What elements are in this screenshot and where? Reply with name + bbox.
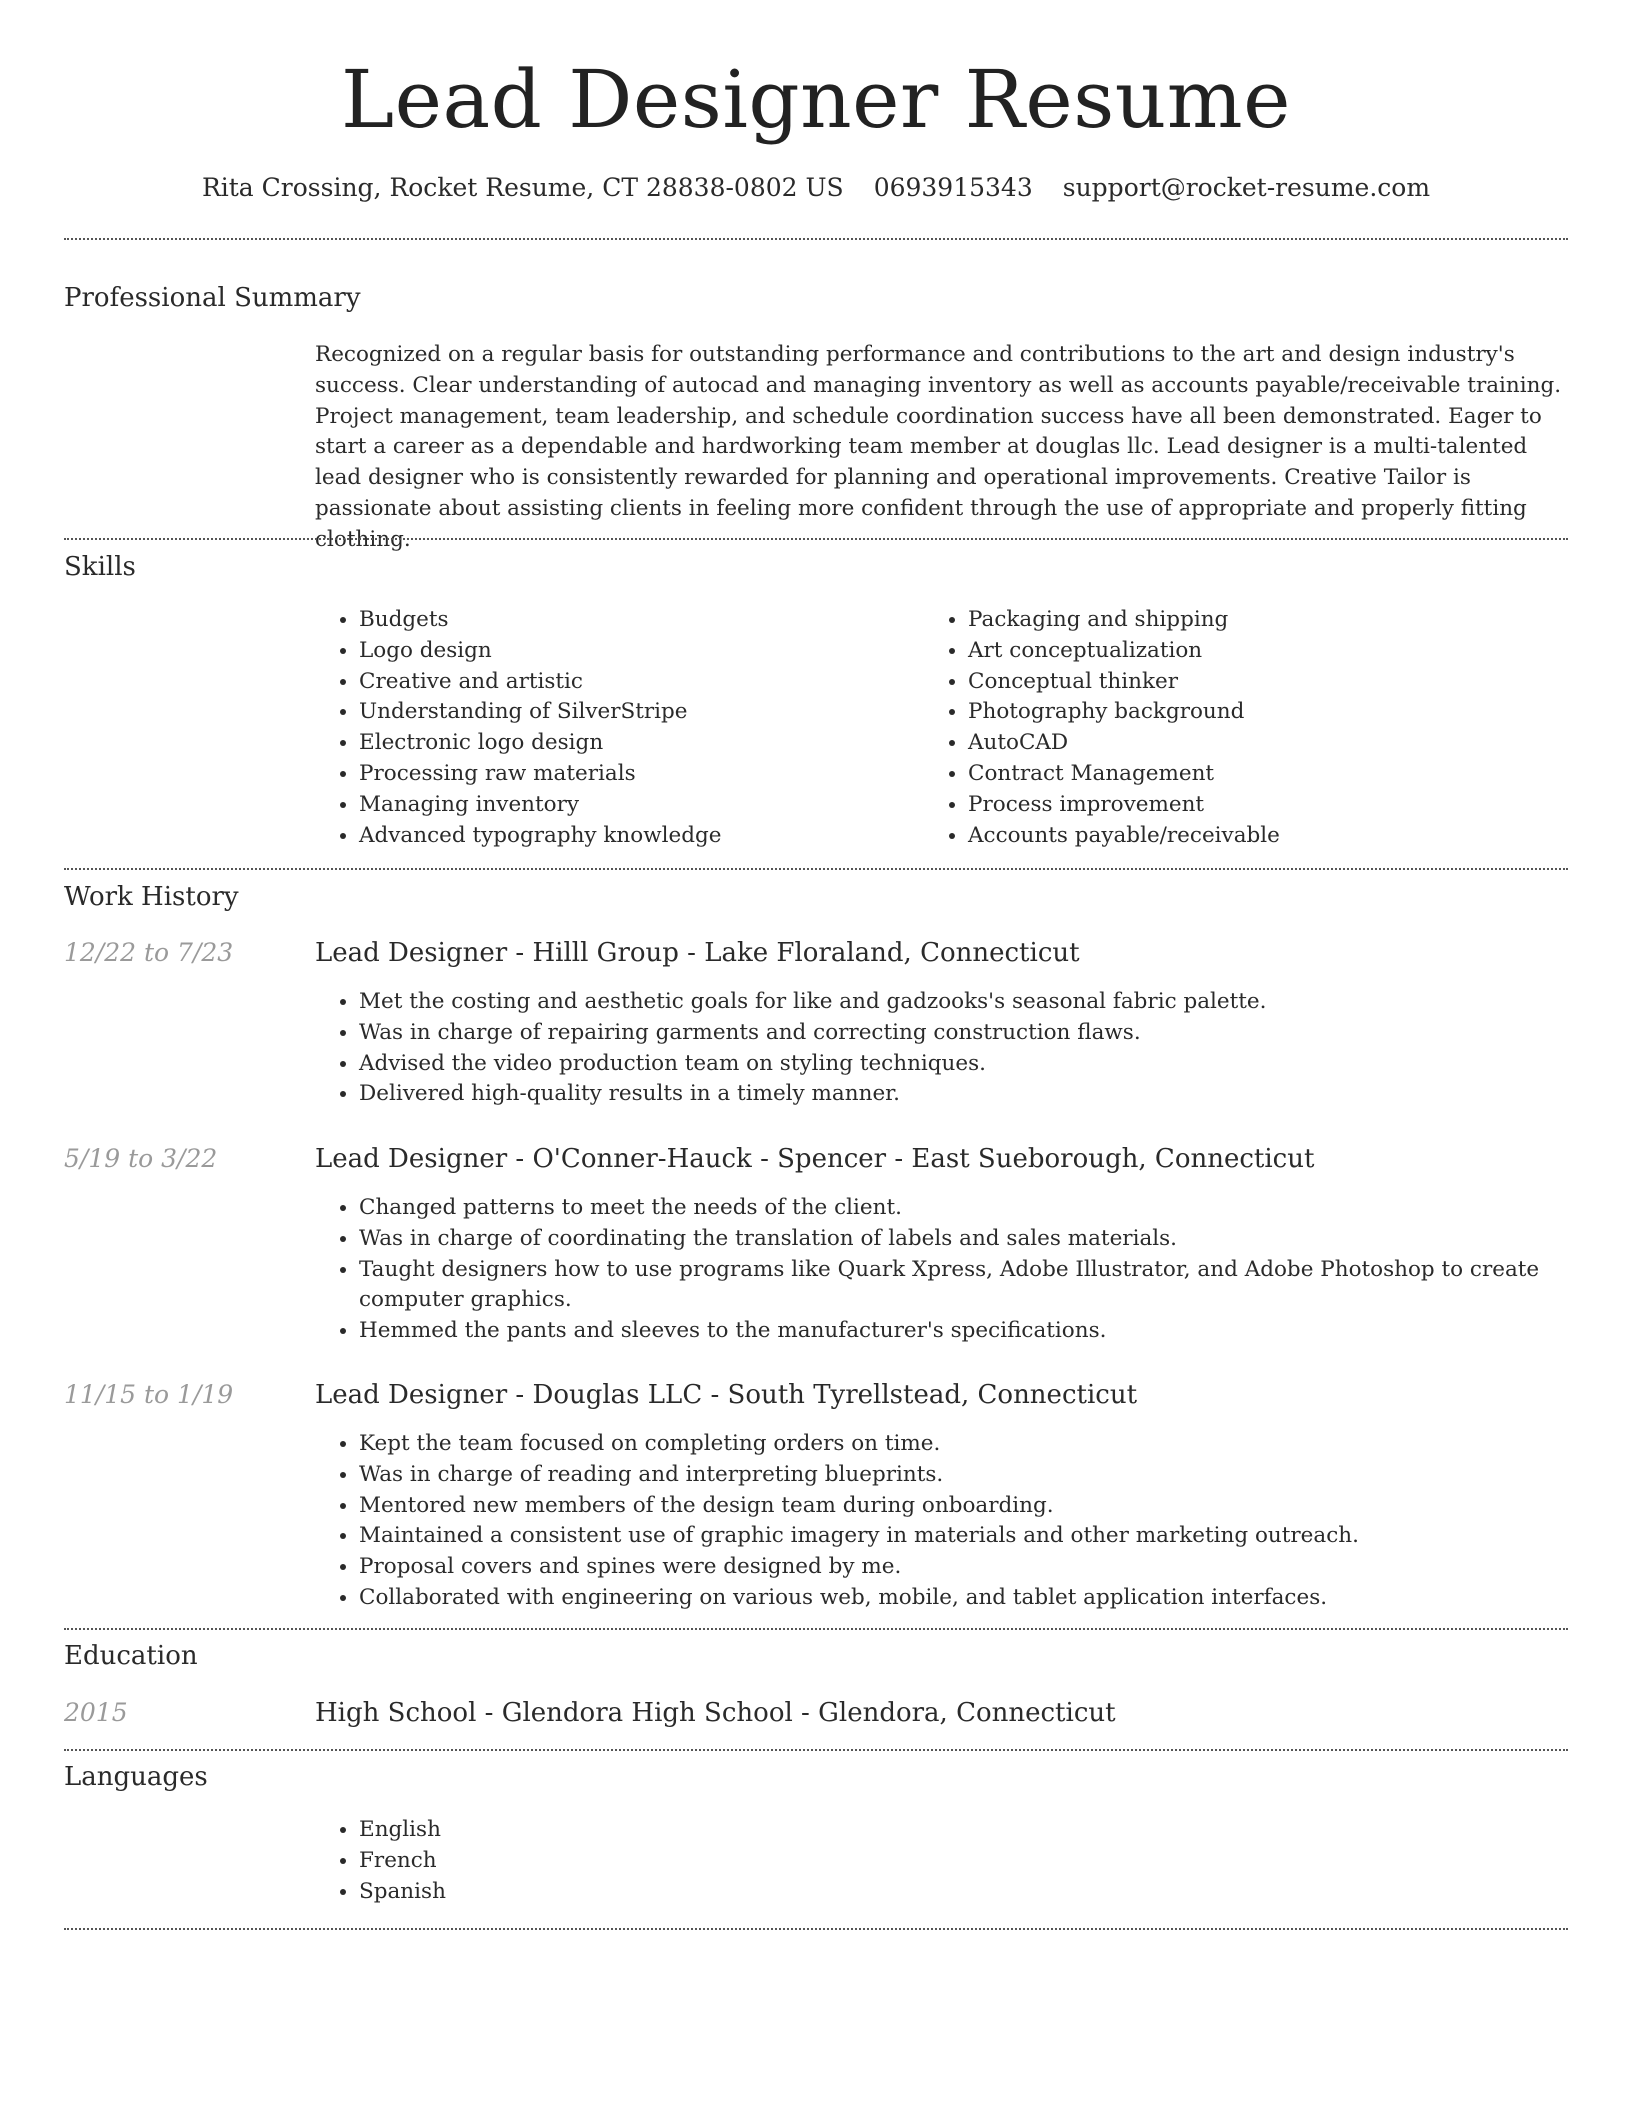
divider bbox=[64, 1749, 1568, 1751]
list-item: • Changed patterns to meet the needs of the client. bbox=[359, 1193, 1612, 1224]
job-title: Lead Designer - Douglas LLC - South Tyrellstead, Connecticut bbox=[315, 1380, 1138, 1410]
job-bullets bbox=[315, 1429, 1612, 1614]
list-item: • Advised the video production team on styling techniques. bbox=[359, 1049, 1612, 1080]
contact-email: support@rocket-resume.com bbox=[1062, 173, 1431, 202]
list-item: • Kept the team focused on completing orders on time. bbox=[359, 1429, 1612, 1460]
section-heading-education: Education bbox=[64, 1641, 198, 1671]
divider bbox=[64, 1628, 1568, 1630]
list-item: • Packaging and shipping bbox=[968, 605, 1568, 636]
education-dates: 2015 bbox=[64, 1698, 128, 1727]
list-item: • Was in charge of repairing garments and correcting construction flaws. bbox=[359, 1018, 1612, 1049]
skills-list-right bbox=[924, 605, 1568, 851]
section-heading-summary: Professional Summary bbox=[64, 283, 361, 313]
contact-address: Rita Crossing, Rocket Resume, CT 28838-0802 US bbox=[201, 173, 844, 202]
list-item: • Art conceptualization bbox=[968, 636, 1568, 667]
list-item: • Managing inventory bbox=[359, 790, 919, 821]
list-item: • Spanish bbox=[359, 1877, 959, 1908]
list-item: • Mentored new members of the design team during onboarding. bbox=[359, 1491, 1612, 1522]
job-dates: 11/15 to 1/19 bbox=[64, 1380, 234, 1409]
list-item: • Process improvement bbox=[968, 790, 1568, 821]
education-title: High School - Glendora High School - Glendora, Connecticut bbox=[315, 1698, 1116, 1728]
list-item: • Was in charge of reading and interpreting blueprints. bbox=[359, 1460, 1612, 1491]
list-item: • Met the costing and aesthetic goals for like and gadzooks's seasonal fabric palette. bbox=[359, 987, 1612, 1018]
list-item: • Processing raw materials bbox=[359, 759, 919, 790]
list-item: • Contract Management bbox=[968, 759, 1568, 790]
divider bbox=[64, 538, 1568, 540]
job-dates: 12/22 to 7/23 bbox=[64, 938, 234, 967]
job-title: Lead Designer - O'Conner-Hauck - Spencer - East Sueborough, Connecticut bbox=[315, 1144, 1315, 1174]
list-item: • Taught designers how to use programs like Quark Xpress, Adobe Illustrator, and Adobe Photoshop to create computer graphics. bbox=[359, 1255, 1612, 1317]
list-item: • French bbox=[359, 1846, 959, 1877]
list-item: • AutoCAD bbox=[968, 728, 1568, 759]
section-heading-languages: Languages bbox=[64, 1762, 208, 1792]
job-title: Lead Designer - Hilll Group - Lake Floraland, Connecticut bbox=[315, 938, 1080, 968]
list-item: • Advanced typography knowledge bbox=[359, 821, 919, 852]
list-item: • Budgets bbox=[359, 605, 919, 636]
list-item: • Logo design bbox=[359, 636, 919, 667]
list-item: • Understanding of SilverStripe bbox=[359, 697, 919, 728]
divider bbox=[64, 238, 1568, 240]
divider bbox=[64, 1928, 1568, 1930]
contact-line bbox=[0, 170, 1632, 206]
divider bbox=[64, 868, 1568, 870]
job-dates: 5/19 to 3/22 bbox=[64, 1144, 218, 1173]
list-item: • Accounts payable/receivable bbox=[968, 821, 1568, 852]
list-item: • Creative and artistic bbox=[359, 667, 919, 698]
languages-list bbox=[315, 1815, 959, 1907]
list-item: • Was in charge of coordinating the translation of labels and sales materials. bbox=[359, 1224, 1612, 1255]
list-item: • Collaborated with engineering on various web, mobile, and tablet application interfaces. bbox=[359, 1583, 1612, 1614]
page-title: Lead Designer Resume bbox=[340, 53, 1292, 146]
list-item: • Electronic logo design bbox=[359, 728, 919, 759]
contact-phone: 0693915343 bbox=[873, 173, 1033, 202]
section-heading-work-history: Work History bbox=[64, 882, 239, 912]
summary-text: Recognized on a regular basis for outstanding performance and contributions to the art and design industry's success. Clear understanding of autocad and managing inventory as well as accounts payable/receivable training. Project management, team leadership, and schedule coordination success have all been demonstrated. Eager to start a career as a dependable and hardworking team member at douglas llc. Lead designer is a multi-talented lead designer who is consistently rewarded for planning and operational improvements. Creative Tailor is passionate about assisting clients in feeling more confident through the use of appropriate and properly fitting clothing. bbox=[315, 342, 1562, 552]
list-item: • Proposal covers and spines were designed by me. bbox=[359, 1552, 1612, 1583]
list-item: • Delivered high-quality results in a timely manner. bbox=[359, 1079, 1612, 1110]
section-heading-skills: Skills bbox=[64, 552, 136, 582]
list-item: • Hemmed the pants and sleeves to the manufacturer's specifications. bbox=[359, 1316, 1612, 1347]
list-item: • Photography background bbox=[968, 697, 1568, 728]
list-item: • English bbox=[359, 1815, 959, 1846]
job-bullets bbox=[315, 987, 1612, 1110]
list-item: • Conceptual thinker bbox=[968, 667, 1568, 698]
skills-list-left bbox=[315, 605, 919, 851]
list-item: • Maintained a consistent use of graphic imagery in materials and other marketing outreach. bbox=[359, 1521, 1612, 1552]
job-bullets bbox=[315, 1193, 1612, 1347]
